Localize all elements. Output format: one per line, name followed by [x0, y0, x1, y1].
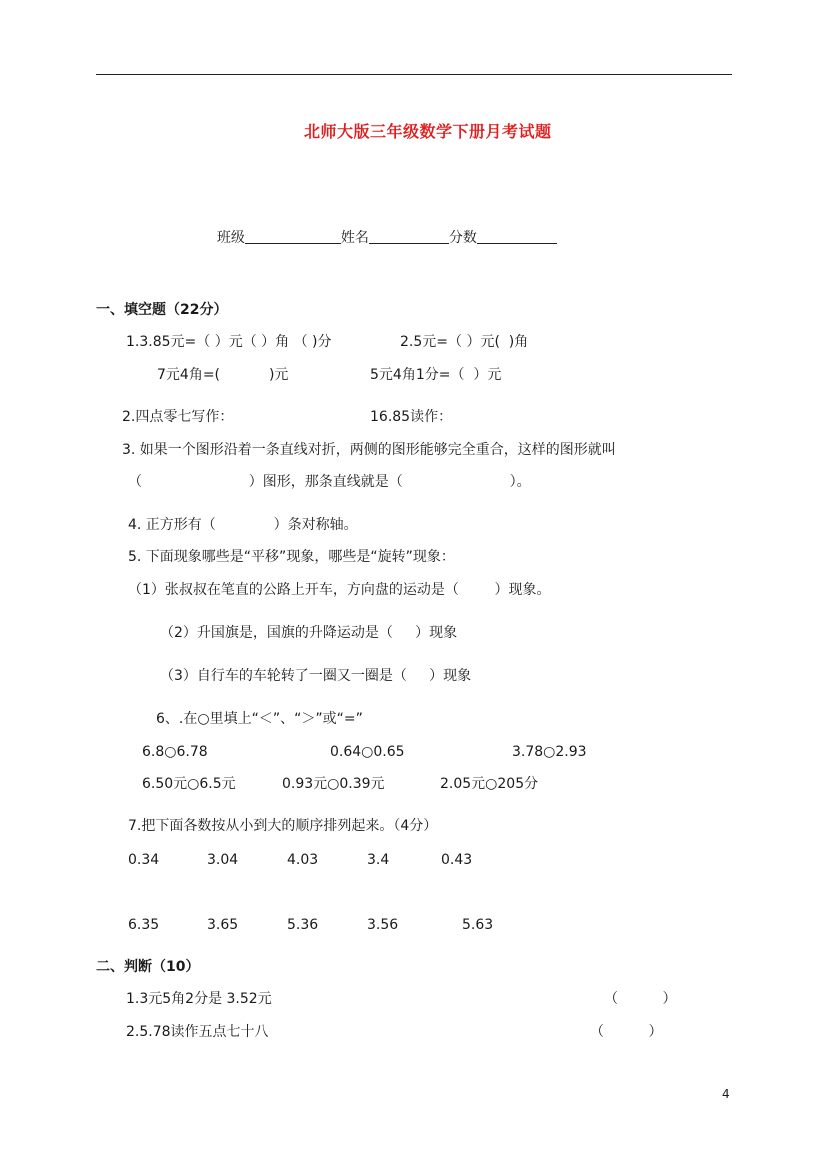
q6-row1-item: 0.64○0.65	[330, 744, 405, 760]
q7-number: 3.4	[367, 852, 390, 868]
section1-heading: 一、填空题（22分）	[96, 302, 228, 318]
page-title: 北师大版三年级数学下册月考试题	[304, 122, 552, 141]
score-label: 分数	[448, 230, 477, 246]
q1-part-d: 5元4角1分=（ ）元	[370, 367, 502, 383]
student-info-line	[208, 216, 557, 245]
q5-item2: （2）升国旗是，国旗的升降运动是（ ）现象	[160, 625, 458, 641]
q5-item1: （1）张叔叔在笔直的公路上开车，方向盘的运动是（ ）现象。	[128, 582, 551, 598]
class-blank	[245, 230, 341, 244]
judge-item1-answer: （ ）	[604, 991, 677, 1007]
q6-row2-item: 0.93元○0.39元	[282, 776, 385, 792]
class-label: 班级	[216, 230, 245, 246]
q6: 6、.在○里填上“＜”、“＞”或“=”	[156, 711, 363, 727]
q7-number: 0.34	[128, 852, 160, 868]
q4: 4. 正方形有（ ）条对称轴。	[128, 517, 358, 533]
score-blank	[477, 230, 557, 244]
q6-row1-item: 3.78○2.93	[512, 744, 587, 760]
q7-number: 3.56	[367, 917, 399, 933]
q5-item3: （3）自行车的车轮转了一圈又一圈是（ ）现象	[160, 668, 472, 684]
q7-number: 5.36	[287, 917, 319, 933]
name-blank	[369, 230, 449, 244]
header-rule	[96, 74, 732, 75]
q7-number: 3.65	[207, 917, 239, 933]
q6-row2-item: 2.05元○205分	[440, 776, 539, 792]
judge-item1: 1.3元5角2分是 3.52元	[126, 991, 272, 1007]
q1-part-b: 2.5元=（ ）元( )角	[400, 334, 529, 350]
judge-item2: 2.5.78读作五点七十八	[126, 1024, 269, 1040]
q6-row2-item: 6.50元○6.5元	[142, 776, 236, 792]
q2-part-b: 16.85读作：	[370, 409, 453, 425]
q7-number: 5.63	[462, 917, 494, 933]
q7: 7.把下面各数按从小到大的顺序排列起来。（4分）	[128, 818, 438, 834]
q7-number: 4.03	[287, 852, 319, 868]
judge-item2-answer: （ ）	[590, 1024, 663, 1040]
q5: 5. 下面现象哪些是“平移”现象，哪些是“旋转”现象：	[128, 549, 455, 565]
q7-number: 0.43	[441, 852, 473, 868]
q2-part-a: 2.四点零七写作：	[122, 409, 234, 425]
q3-line2: （ ）图形，那条直线就是（ ）。	[128, 474, 531, 490]
q3-line1: 3. 如果一个图形沿着一条直线对折，两侧的图形能够完全重合，这样的图形就叫	[122, 442, 616, 458]
q1-part-a: 1.3.85元=（ ）元（ ）角 （ )分	[126, 334, 332, 350]
page-number: 4	[722, 1087, 730, 1101]
q7-number: 6.35	[128, 917, 160, 933]
q7-number: 3.04	[207, 852, 239, 868]
section2-heading: 二、判断（10）	[96, 959, 200, 975]
q1-part-c: 7元4角=( )元	[157, 367, 289, 383]
name-label: 姓名	[340, 230, 369, 246]
q6-row1-item: 6.8○6.78	[142, 744, 208, 760]
